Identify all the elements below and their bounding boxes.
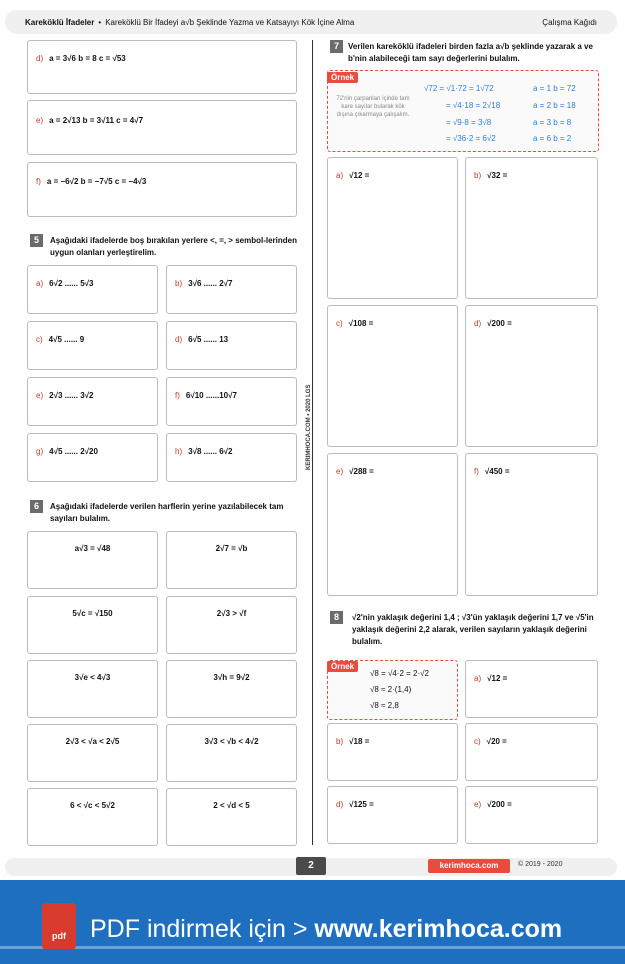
q5-box-e[interactable]: e) 2√3 ...... 3√2 xyxy=(27,377,158,426)
q6-box-3[interactable]: 5√c = √150 xyxy=(27,596,158,654)
q7-example-ab-3: a = 3 b = 8 xyxy=(533,118,572,127)
q8-box-c[interactable]: c) √20 = xyxy=(465,723,598,781)
question-7-text: Verilen kareköklü ifadeleri birden fazla a√b şeklinde yazarak a ve b'nin alabileceği tam sayı değerlerini bulalım. xyxy=(348,42,593,63)
q7-example-note: 72'nin çarpanları içinde tam kare sayılar bularak kök dışına çıkarmaya çalışalım. xyxy=(336,96,410,118)
header-bullet: • xyxy=(98,17,102,27)
q6-box-7[interactable]: 2√3 < √a < 2√5 xyxy=(27,724,158,782)
header-title: Kareköklü İfadeler xyxy=(25,17,95,27)
question-5-text: Aşağıdaki ifadelerde boş bırakılan yerlere <, =, > sembol-lerinden uygun olanları yerleştirelim. xyxy=(50,236,297,257)
q7-example-label: Örnek xyxy=(327,72,358,83)
q5-box-b[interactable]: b) 3√6 ...... 2√7 xyxy=(166,265,297,314)
q5-box-d[interactable]: d) 6√5 ...... 13 xyxy=(166,321,297,370)
q6-box-6[interactable]: 3√h = 9√2 xyxy=(166,660,297,718)
q7-box-d[interactable]: d) √200 = xyxy=(465,305,598,447)
q7-box-b[interactable]: b) √32 = xyxy=(465,157,598,299)
side-brand-text: KERIMHOCA.COM • 2020 LGS xyxy=(306,384,312,470)
worksheet-label: Çalışma Kağıdı xyxy=(542,17,597,27)
answer-box-e[interactable]: e) a = 2√13 b = 3√11 c = 4√7 xyxy=(27,100,297,155)
q8-example-line-2: √8 ≈ 2·(1,4) xyxy=(370,685,412,694)
q6-box-4[interactable]: 2√3 > √f xyxy=(166,596,297,654)
q5-box-a[interactable]: a) 6√2 ...... 5√3 xyxy=(27,265,158,314)
page-number: 2 xyxy=(296,857,326,875)
header-subtitle: Kareköklü Bir İfadeyi a√b Şeklinde Yazma ve Katsayıyı Kök İçine Alma xyxy=(105,17,355,27)
q5-box-f[interactable]: f) 6√10 ......10√7 xyxy=(166,377,297,426)
q5-box-g[interactable]: g) 4√5 ...... 2√20 xyxy=(27,433,158,482)
answer-box-f[interactable]: f) a = −6√2 b = −7√5 c = −4√3 xyxy=(27,162,297,217)
q7-box-c[interactable]: c) √108 = xyxy=(327,305,458,447)
question-6-text: Aşağıdaki ifadelerde verilen harflerin yerine yazılabilecek tam sayıları bulalım. xyxy=(50,502,284,523)
q8-box-d[interactable]: d) √125 = xyxy=(327,786,458,844)
banner-text[interactable]: PDF indirmek için > www.kerimhoca.com xyxy=(90,915,563,943)
q6-box-1[interactable]: a√3 = √48 xyxy=(27,531,158,589)
footer-brand[interactable]: kerimhoca.com xyxy=(428,859,510,873)
q6-box-8[interactable]: 3√3 < √b < 4√2 xyxy=(166,724,297,782)
pdf-icon: pdf xyxy=(42,903,76,949)
q7-example-ab-1: a = 1 b = 72 xyxy=(533,84,576,93)
q8-box-b[interactable]: b) √18 = xyxy=(327,723,458,781)
q8-example-line-3: √8 ≈ 2,8 xyxy=(370,701,399,710)
column-divider xyxy=(312,40,313,845)
q7-box-a[interactable]: a) √12 = xyxy=(327,157,458,299)
q8-example-line-1: √8 = √4·2 = 2·√2 xyxy=(370,669,429,678)
q6-box-5[interactable]: 3√e < 4√3 xyxy=(27,660,158,718)
q6-box-2[interactable]: 2√7 = √b xyxy=(166,531,297,589)
q7-example-ab-2: a = 2 b = 18 xyxy=(533,101,576,110)
q5-box-c[interactable]: c) 4√5 ...... 9 xyxy=(27,321,158,370)
page-header xyxy=(5,10,617,34)
q5-box-h[interactable]: h) 3√8 ...... 6√2 xyxy=(166,433,297,482)
q7-box-f[interactable]: f) √450 = xyxy=(465,453,598,596)
q8-box-a[interactable]: a) √12 = xyxy=(465,660,598,718)
q7-example-ab-4: a = 6 b = 2 xyxy=(533,134,572,143)
q7-example-line-2: = √4·18 = 2√18 xyxy=(446,101,501,110)
q7-example-line-4: = √36·2 = 6√2 xyxy=(446,134,496,143)
q6-box-9[interactable]: 6 < √c < 5√2 xyxy=(27,788,158,846)
q8-box-e[interactable]: e) √200 = xyxy=(465,786,598,844)
question-number-8: 8 xyxy=(330,611,343,624)
question-number-6: 6 xyxy=(30,500,43,513)
q8-example-label: Örnek xyxy=(327,661,358,672)
banner-divider xyxy=(0,946,625,949)
question-8-text: √2'nin yaklaşık değerini 1,4 ; √3'ün yaklaşık değerini 1,7 ve √5'in yaklaşık değerini 2,2 alarak, verilen sayıların yaklaşık değerini bulalım. xyxy=(352,613,594,646)
answer-box-d[interactable]: d) a = 3√6 b = 8 c = √53 xyxy=(27,40,297,94)
q7-example-line-3: = √9·8 = 3√8 xyxy=(446,118,492,127)
question-number-7: 7 xyxy=(330,40,343,53)
footer-copyright: © 2019 - 2020 xyxy=(518,861,563,868)
question-number-5: 5 xyxy=(30,234,43,247)
q6-box-10[interactable]: 2 < √d < 5 xyxy=(166,788,297,846)
q7-box-e[interactable]: e) √288 = xyxy=(327,453,458,596)
q7-example-line-1: √72 = √1·72 = 1√72 xyxy=(424,84,494,93)
